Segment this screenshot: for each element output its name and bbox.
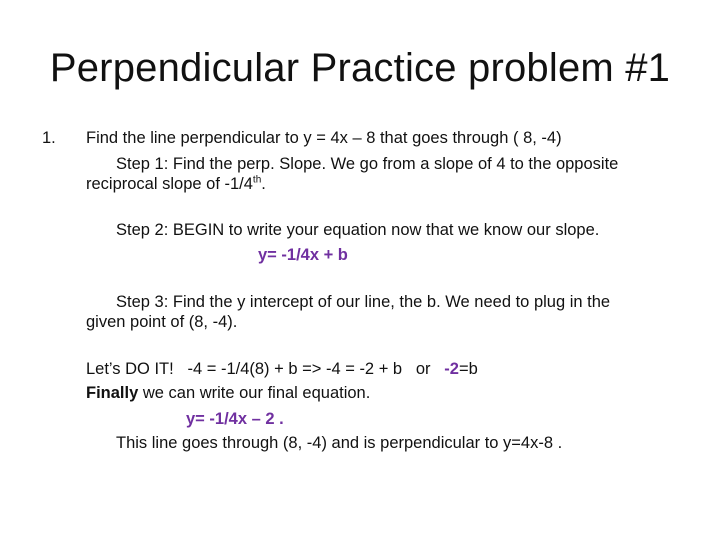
finally-line (86, 383, 370, 403)
step1-line2 (86, 174, 266, 194)
solve-text: Let’s DO IT! -4 = -1/4(8) + b => -4 = -2 + b or (86, 360, 445, 378)
finally-bold: Finally (86, 384, 139, 402)
slide-title: Perpendicular Practice problem #1 (49, 46, 671, 90)
step3-line1: Step 3: Find the y intercept of our line, the b. We need to plug in the (116, 293, 611, 311)
step2-equation: y= -1/4x + b (258, 246, 348, 264)
step1-line2-end: . (261, 175, 266, 193)
step2-line1: Step 2: BEGIN to write your equation now that we know our slope. (116, 221, 600, 239)
step3-line2: given point of (8, -4). (86, 313, 238, 331)
conclusion: This line goes through (8, -4) and is perpendicular to y=4x-8 . (116, 434, 563, 452)
finally-rest: we can write our final equation. (138, 384, 371, 402)
solve-line (86, 359, 478, 379)
solve-answer-suffix: =b (458, 360, 478, 378)
item-number: 1. (42, 129, 56, 147)
final-equation: y= -1/4x – 2 . (186, 410, 284, 428)
step1-line1: Step 1: Find the perp. Slope. We go from a slope of 4 to the opposite (116, 155, 619, 173)
problem-statement: Find the line perpendicular to y = 4x – 8 that goes through ( 8, -4) (86, 129, 562, 147)
step1-superscript: th (252, 174, 262, 186)
step1-line2-text: reciprocal slope of -1/4 (86, 175, 253, 193)
solve-answer: -2 (444, 360, 459, 378)
